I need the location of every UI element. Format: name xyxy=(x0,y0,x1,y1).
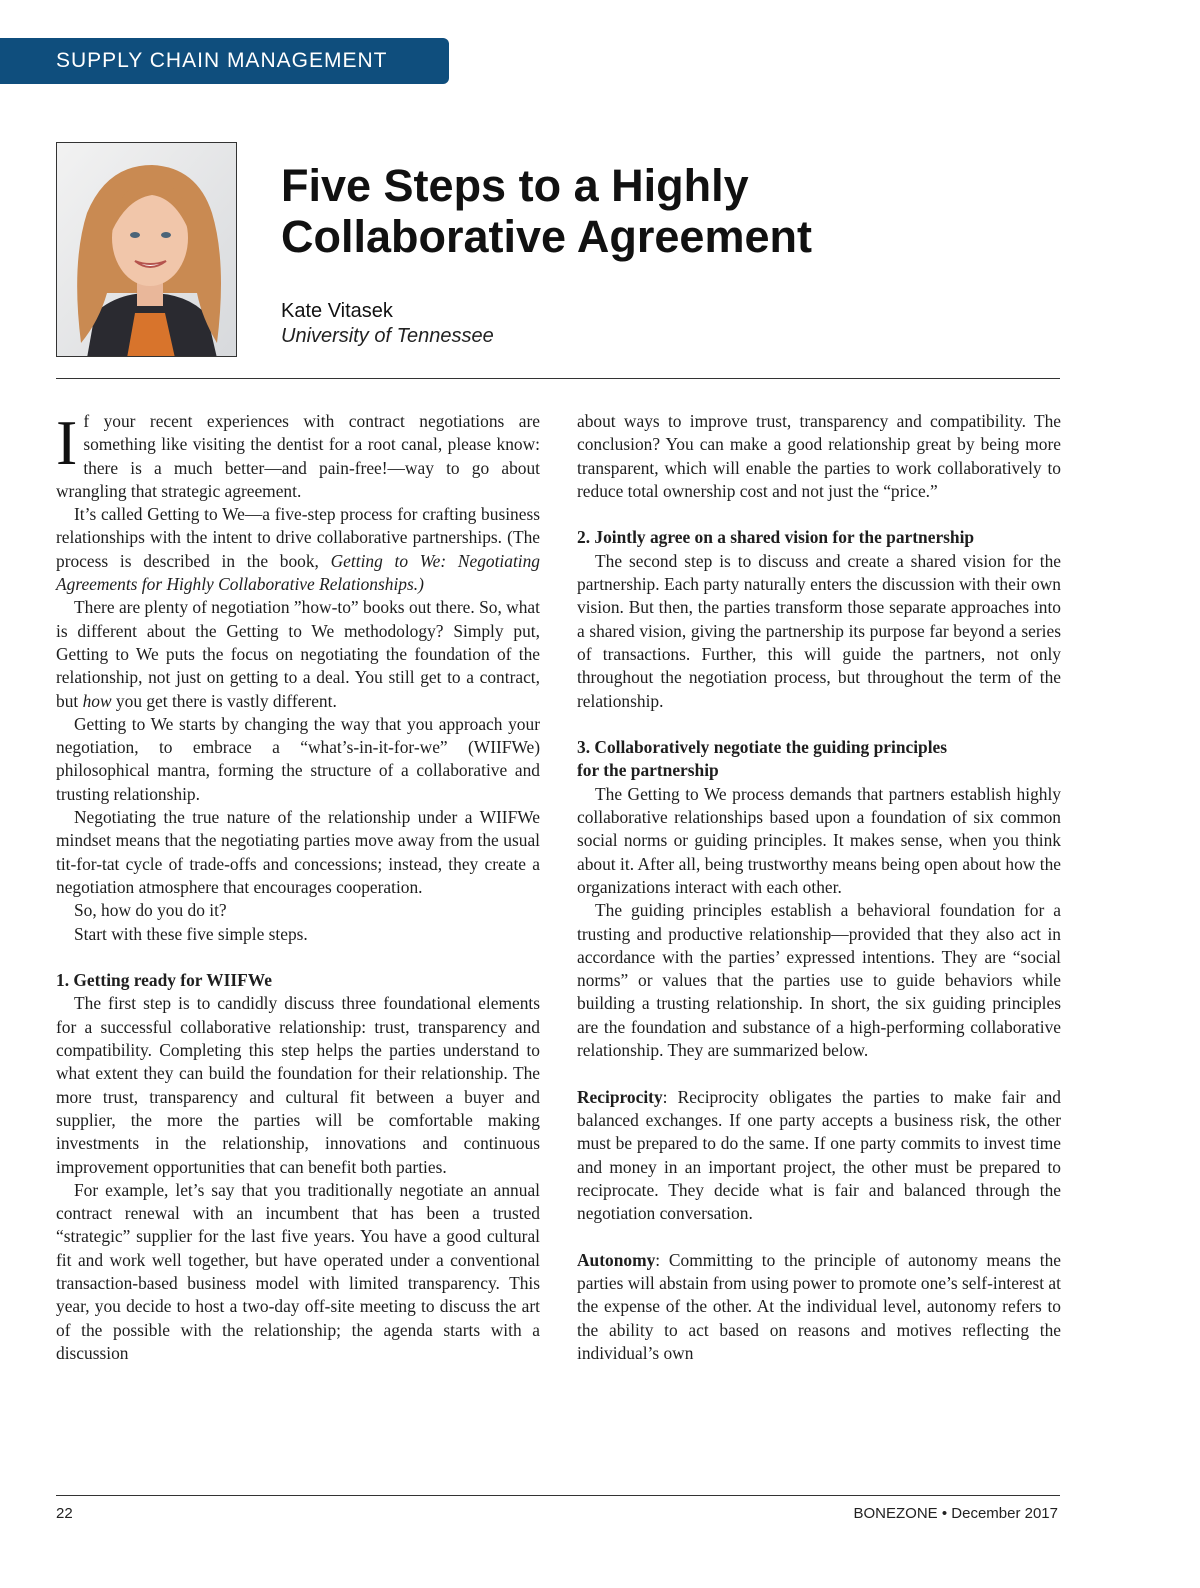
autonomy-term: Autonomy xyxy=(577,1249,656,1270)
paragraph xyxy=(56,503,540,596)
spacer xyxy=(577,503,1061,526)
paragraph: Negotiating the true nature of the relationship under a WIIFWe mindset means that the negotiating parties move away from the usual tit-for-tat cycle of trade-offs and concessions; instead, they create a negotiation atmosphere that encourages cooperation. xyxy=(56,807,540,897)
step-3-heading xyxy=(577,736,1061,783)
reciprocity-term: Reciprocity xyxy=(577,1086,663,1107)
spacer xyxy=(577,1062,1061,1085)
right-column xyxy=(577,410,1061,1365)
section-banner-label: SUPPLY CHAIN MANAGEMENT xyxy=(56,49,388,72)
paragraph: Start with these five simple steps. xyxy=(74,923,308,944)
paragraph-text: : Reciprocity obligates the parties to make fair and balanced exchanges. If one party accepts a business risk, the other must be prepared to do the same. If one party commits to invest time and money in an important project, the other must be prepared to reciprocate. They decide what is fair and balanced through the negotiation conversation. xyxy=(577,1086,1061,1224)
reciprocity-paragraph xyxy=(577,1086,1061,1226)
paragraph: The second step is to discuss and create a shared vision for the partnership. Each party naturally enters the discussion with their own vision. But then, the parties transform those separate approaches into a shared vision, giving the partnership its purpose far beyond a series of transactions. Further, this will guide the partners, not only throughout the negotiation process, but throughout the term of the relationship. xyxy=(577,550,1061,711)
paragraph xyxy=(56,596,540,712)
emphasis: how xyxy=(82,690,112,711)
article-title xyxy=(281,160,1041,262)
heading-line: for the partnership xyxy=(577,760,719,781)
author-affiliation: University of Tennessee xyxy=(281,325,494,347)
header-divider xyxy=(56,378,1060,379)
intro-paragraph xyxy=(56,407,540,503)
step-2-heading: 2. Jointly agree on a shared vision for the partnership xyxy=(577,527,975,548)
paragraph: For example, let’s say that you traditionally negotiate an annual contract renewal with an incumbent that has been a trusted “strategic” supplier for the last five years. You have a good cultural fit and work well together, but have operated under a conventional transaction-based business model with limited transparency. This year, you decide to host a two-day off-site meeting to discuss the art of the possible with the relationship; the agenda starts with a discussion xyxy=(56,1179,540,1363)
paragraph-text: It’s called Getting to We—a five-step process for crafting business relationships with the intent to drive collaborative partnerships. (The process is described in the book, xyxy=(56,504,540,571)
intro-text: f your recent experiences with contract negotiations are something like visiting the dentist for a root canal, please know: there is a much better—and pain-free!—way to go about wrangling that strategic agreement. xyxy=(56,411,540,501)
title-line-1: Five Steps to a Highly xyxy=(281,160,749,211)
title-line-2: Collaborative Agreement xyxy=(281,211,812,262)
paragraph: The first step is to candidly discuss three foundational elements for a successful collaborative relationship: trust, transparency and compatibility. Completing this step helps the parties understand to what extent they can build the foundation for their relationship. The more trust, transparency and cultural fit between a buyer and supplier, the more the parties will be comfortable making investments in the relationship, innovations and continuous improvement opportunities that can benefit both parties. xyxy=(56,993,540,1177)
paragraph: Getting to We starts by changing the way that you approach your negotiation, to embrace a “what’s-in-it-for-we” (WIIFWe) philosophical mantra, forming the structure of a collaborative and trusting relationship. xyxy=(56,713,540,804)
section-banner xyxy=(0,38,449,84)
paragraph: The guiding principles establish a behavioral foundation for a trusting and productive relationship—provided that they also act in accordance with the parties’ expressed intentions. They are “social norms” or values that the parties use to guide behaviors while building a trusting relationship. In short, the six guiding principles are the foundation and substance of a high-performing collaborative relationship. They are summarized below. xyxy=(577,900,1061,1061)
drop-cap: I xyxy=(56,407,78,478)
spacer xyxy=(56,946,540,969)
paragraph: The Getting to We process demands that partners establish highly collaborative relationships based upon a foundation of six common social norms or guiding principles. It makes sense, when you think about it. After all, being trustworthy means being open about how the organizations interact with each other. xyxy=(577,783,1061,897)
paragraph-text: : Committing to the principle of autonomy means the parties will abstain from using power to promote one’s self-interest at the expense of the other. At the individual level, autonomy refers to the ability to act based on reasons and motives reflecting the individual’s own xyxy=(577,1249,1061,1363)
autonomy-paragraph xyxy=(577,1249,1061,1365)
heading-line: 3. Collaboratively negotiate the guiding principles xyxy=(577,737,948,758)
book-title: Getting to We: Negotiating Agreements for Highly Collaborative Relationships.) xyxy=(56,550,540,595)
author-name: Kate Vitasek xyxy=(281,300,393,322)
paragraph: So, how do you do it? xyxy=(74,900,227,921)
publication-info: BONEZONE • December 2017 xyxy=(853,1505,1058,1522)
author-photo xyxy=(56,142,237,357)
page-number: 22 xyxy=(56,1505,73,1522)
paragraph: about ways to improve trust, transparency and compatibility. The conclusion? You can make a good relationship great by being more transparent, which will enable the parties to work collaboratively to reduce total ownership cost and not just the “price.” xyxy=(577,411,1061,501)
spacer xyxy=(577,1225,1061,1248)
step-1-heading: 1. Getting ready for WIIFWe xyxy=(56,970,272,991)
left-column xyxy=(56,407,540,1365)
paragraph-text: There are plenty of negotiation ”how-to” books out there. So, what is different about the Getting to We methodology? Simply put, Getting to We puts the focus on negotiating the foundation of the relationship, not just on getting to a deal. You still get to a contract, but xyxy=(56,597,540,711)
paragraph-text: you get there is vastly different. xyxy=(111,690,337,711)
footer-divider xyxy=(56,1495,1060,1496)
spacer xyxy=(577,713,1061,736)
